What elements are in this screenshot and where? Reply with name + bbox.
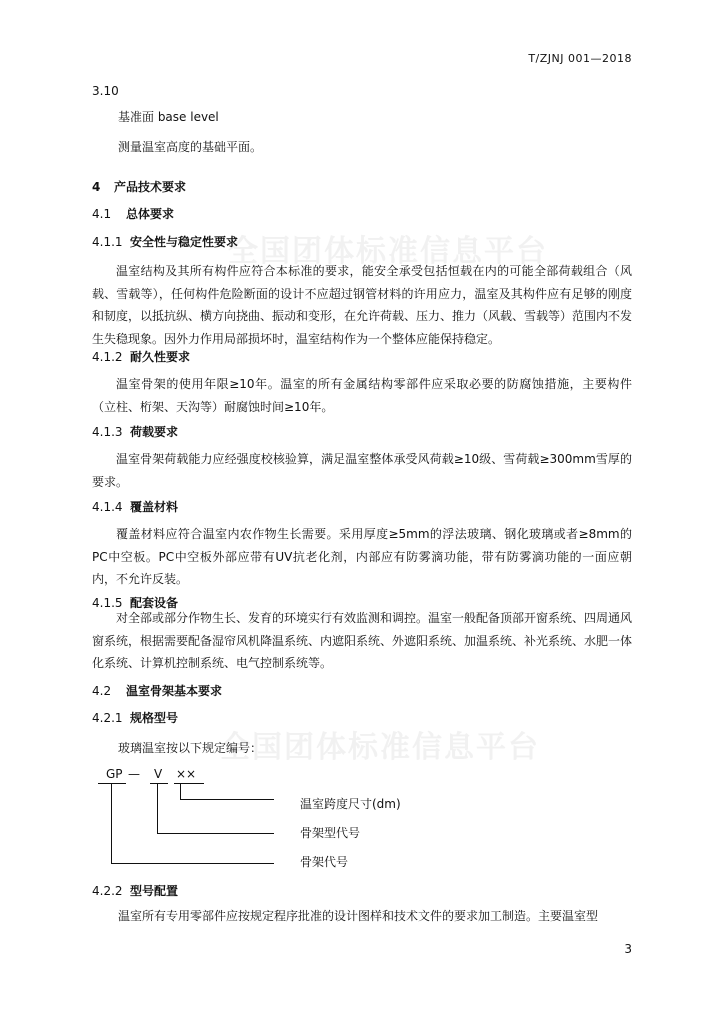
diagram-line xyxy=(180,799,274,800)
diagram-line xyxy=(180,783,181,799)
clause-heading xyxy=(92,235,238,249)
code-gp: GP xyxy=(106,767,123,781)
clause-heading xyxy=(92,500,178,514)
section-number: 4.1 xyxy=(92,207,112,221)
section-number: 4.2 xyxy=(92,684,112,698)
watermark: 全国团体标准信息平台 xyxy=(220,730,540,765)
diagram-line xyxy=(157,833,274,834)
term-title: 基准面 base level xyxy=(118,110,219,124)
clause-title: 覆盖材料 xyxy=(130,500,179,514)
code-v: V xyxy=(154,767,163,781)
section-number: 4 xyxy=(92,180,101,194)
diagram-line xyxy=(111,783,112,863)
clause-heading xyxy=(92,350,190,364)
clause-paragraph: 覆盖材料应符合温室内农作物生长需要。采用厚度≥5mm的浮法玻璃、钢化玻璃或者≥8mm的PC中空板。PC中空板外部应带有UV抗老化剂，内部应有防雾滴功能，带有防雾滴功能的一面应朝内，不允许反装。 xyxy=(92,527,632,587)
watermark: 全国团体标准信息平台 xyxy=(228,234,548,269)
standard-code: T/ZJNJ 001—2018 xyxy=(528,52,632,65)
clause-number: 4.1.1 xyxy=(92,235,123,249)
diagram-line xyxy=(157,783,158,833)
clause-heading xyxy=(92,711,178,725)
clause-heading xyxy=(92,884,178,898)
diagram-label: 骨架代号 xyxy=(300,855,349,869)
clause-number: 4.1.4 xyxy=(92,500,123,514)
clause-paragraph: 玻璃温室按以下规定编号： xyxy=(118,741,263,755)
clause-number: 4.1.5 xyxy=(92,596,123,610)
code-xx: ×× xyxy=(176,767,197,781)
clause-number: 4.1.2 xyxy=(92,350,123,364)
clause-paragraph: 温室结构及其所有构件应符合本标准的要求，能安全承受包括恒载在内的可能全部荷载组合（风载、雪载等），任何构件危险断面的设计不应超过钢管材料的许用应力，温室及其构件应有足够的刚度和韧度，以抵抗纵、横方向挠曲、振动和变形，在允许荷载、压力、推力（风载、雪载等）范围内不发生失稳现象。因外力作用局部损坏时，温室结构作为一个整体应能保持稳定。 xyxy=(92,264,633,346)
clause-title: 配套设备 xyxy=(130,596,179,610)
clause-title: 安全性与稳定性要求 xyxy=(130,235,239,249)
clause-paragraph: 温室所有专用零部件应按规定程序批准的设计图样和技术文件的要求加工制造。主要温室型 xyxy=(118,909,599,923)
section-heading xyxy=(92,207,174,221)
section-heading xyxy=(92,684,222,698)
page-number: 3 xyxy=(624,942,632,956)
diagram-label: 温室跨度尺寸(dm) xyxy=(300,797,401,811)
clause-paragraph: 对全部或部分作物生长、发育的环境实行有效监测和调控。温室一般配备顶部开窗系统、四周通风窗系统，根据需要配备湿帘风机降温系统、内遮阳系统、外遮阳系统、加温系统、补光系统、水肥一体化系统、计算机控制系统、电气控制系统等。 xyxy=(92,611,633,671)
clause-heading xyxy=(92,425,178,439)
diagram-line xyxy=(150,783,168,784)
diagram-label: 骨架型代号 xyxy=(300,826,361,840)
diagram-line xyxy=(174,783,204,784)
diagram-line xyxy=(98,783,126,784)
clause-number: 3.10 xyxy=(92,84,119,98)
clause-title: 规格型号 xyxy=(130,711,179,725)
clause-number: 4.2.2 xyxy=(92,884,123,898)
clause-number: 4.1.3 xyxy=(92,425,123,439)
clause-title: 荷载要求 xyxy=(130,425,179,439)
code-dash: — xyxy=(128,767,140,781)
clause-paragraph: 温室骨架荷载能力应经强度校核验算，满足温室整体承受风荷载≥10级、雪荷载≥300mm雪厚的要求。 xyxy=(92,452,632,489)
clause-title: 耐久性要求 xyxy=(130,350,191,364)
clause-number: 4.2.1 xyxy=(92,711,123,725)
section-title: 总体要求 xyxy=(126,207,175,221)
section-title: 产品技术要求 xyxy=(114,180,187,194)
term-definition: 测量温室高度的基础平面。 xyxy=(118,140,263,154)
clause-title: 型号配置 xyxy=(130,884,179,898)
section-heading xyxy=(92,180,186,194)
clause-paragraph: 温室骨架的使用年限≥10年。温室的所有金属结构零部件应采取必要的防腐蚀措施，主要构件（立柱、桁架、天沟等）耐腐蚀时间≥10年。 xyxy=(92,377,632,414)
section-title: 温室骨架基本要求 xyxy=(126,684,223,698)
diagram-line xyxy=(111,863,274,864)
